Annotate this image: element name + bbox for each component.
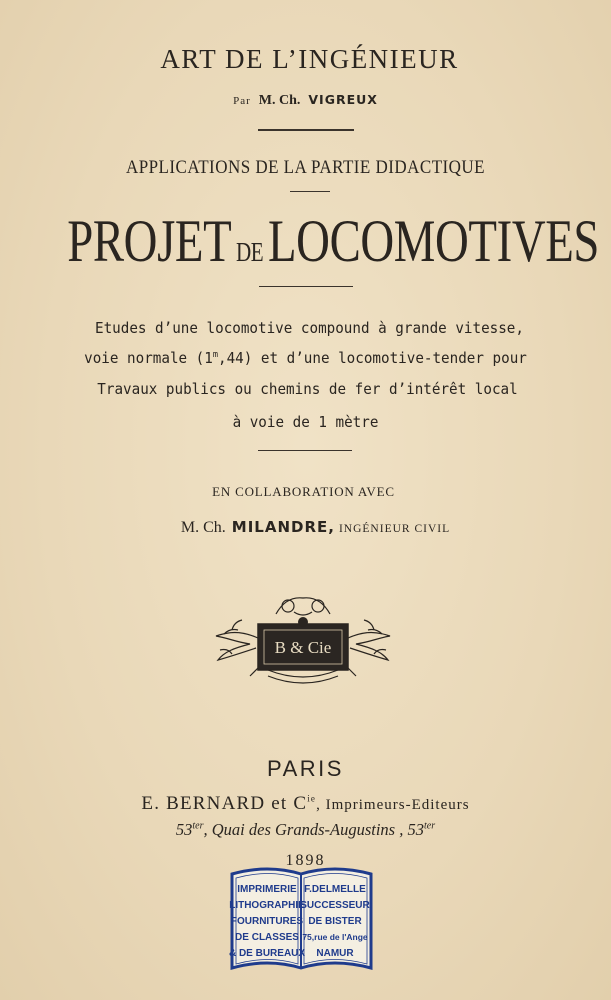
left-line-3: FOURNITURES [230, 916, 304, 927]
left-line-5: & DE BUREAUX [228, 948, 306, 959]
description-line-4: à voie de 1 mètre [232, 413, 379, 431]
divider-3 [259, 286, 353, 287]
description-line-2-sup: m [212, 350, 218, 360]
address-number-2: 53 [407, 820, 424, 839]
collaborator-name: MILANDRE, [231, 518, 335, 536]
author-prefix: M. Ch. [258, 93, 301, 108]
address-number-2-sup: ter [423, 820, 436, 832]
imprint-address [0, 820, 611, 840]
imprint-publisher [0, 793, 611, 815]
left-line-2: LITHOGRAPHIE [229, 900, 305, 911]
collaboration-label: EN COLLABORATION AVEC [212, 484, 395, 499]
address-number-sup: ter [192, 820, 204, 832]
divider-2 [290, 191, 330, 192]
publisher-sup: ie [307, 793, 317, 804]
description-line-2a: voie normale (1 [84, 349, 213, 367]
divider-4 [258, 450, 352, 451]
collaborator-prefix: M. Ch. [180, 519, 226, 536]
publisher-name: E. BERNARD et C [141, 793, 308, 814]
left-line-4: DE CLASSES [235, 932, 299, 943]
description-line-3: Travaux publics ou chemins de fer d’intérêt local [97, 380, 518, 398]
right-line-2: SUCCESSEUR [300, 900, 370, 911]
project-title-part1: PROJET [67, 208, 232, 274]
right-line-1: F.DELMELLE [304, 884, 366, 895]
project-title [67, 207, 600, 276]
publisher-role: , Imprimeurs-Editeurs [316, 797, 470, 813]
publisher-emblem-icon [210, 590, 396, 690]
description-line-2b: ,44) et d’une locomotive-tender pour [217, 349, 527, 367]
address-number: 53 [175, 820, 193, 839]
project-title-connector: DE [235, 237, 264, 267]
author-line [0, 92, 611, 109]
project-title-part2: LOCOMOTIVES [267, 208, 600, 274]
description-line-1: Etudes d’une locomotive compound à grande vitesse, [95, 319, 524, 337]
imprint-year: 1898 [285, 852, 326, 869]
right-line-3: DE BISTER [308, 916, 362, 927]
right-line-5: NAMUR [316, 948, 354, 959]
main-title: ART DE L’INGÉNIEUR [160, 44, 459, 74]
collaborator-role: INGÉNIEUR CIVIL [338, 523, 451, 535]
address-street: , Quai des Grands-Augustins , [203, 820, 408, 839]
left-line-1: IMPRIMERIE [237, 884, 297, 895]
right-line-4: 75,rue de l'Ange [302, 932, 368, 942]
divider-1 [258, 129, 354, 131]
author-surname: VIGREUX [308, 92, 378, 107]
subtitle: APPLICATIONS DE LA PARTIE DIDACTIQUE [125, 158, 486, 178]
bookseller-stamp [228, 864, 375, 979]
description-line-2 [15, 349, 595, 367]
collaborator [10, 518, 611, 537]
author-par: Par [233, 95, 251, 107]
imprint-city: PARIS [267, 756, 344, 781]
emblem-monogram: B & Cie [274, 638, 332, 657]
